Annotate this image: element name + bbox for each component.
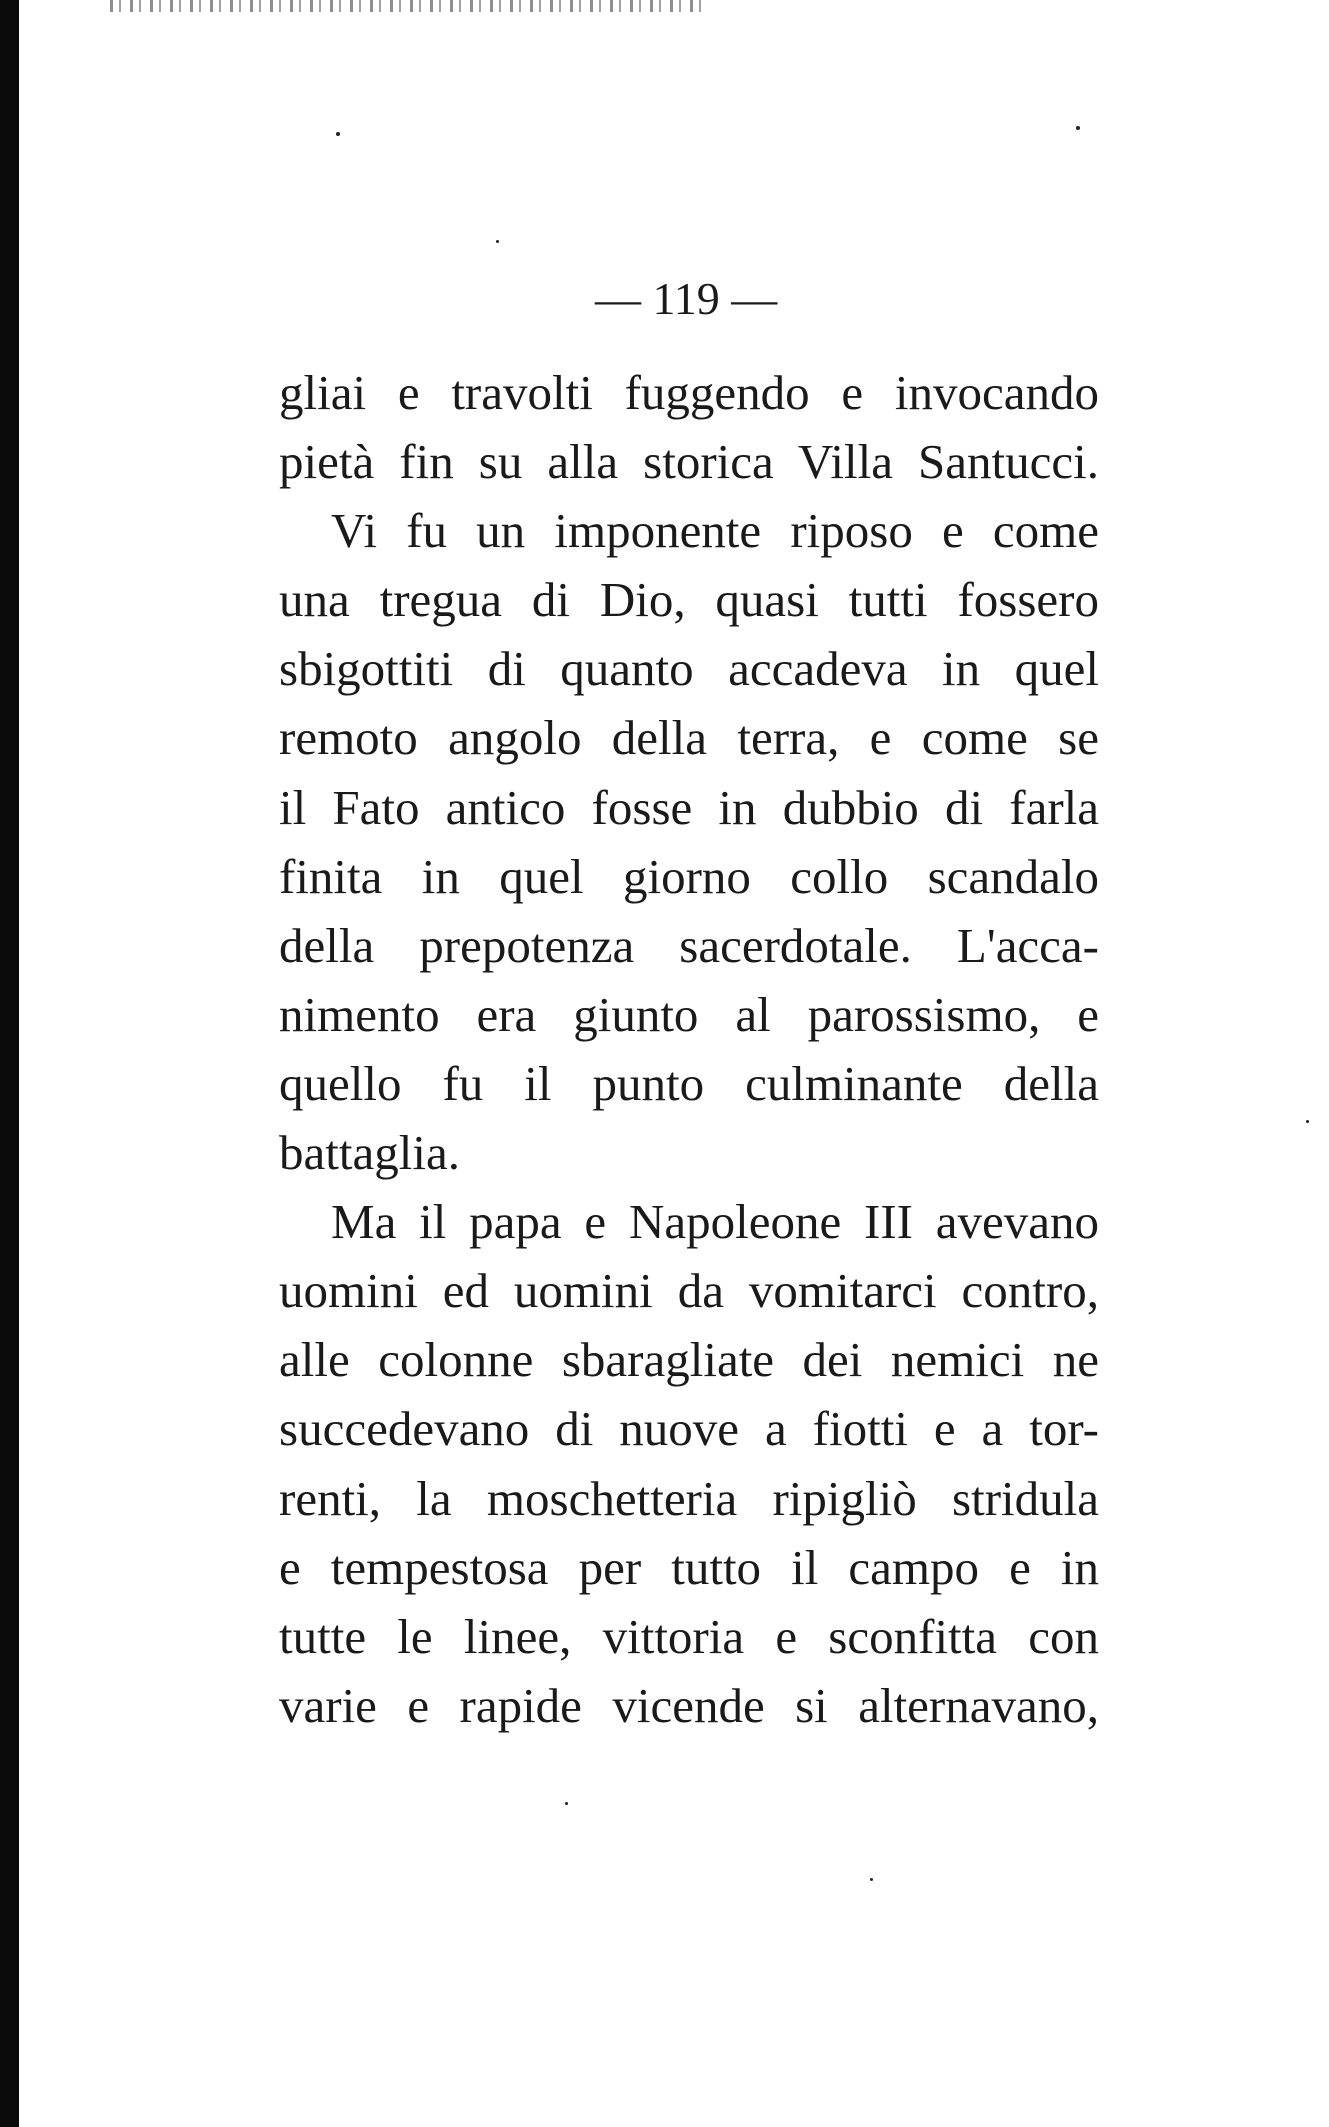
ink-speck	[336, 132, 340, 136]
ink-speck	[565, 1802, 568, 1805]
binding-edge	[0, 0, 19, 2127]
text-line: succedevano di nuove a fiotti e a tor-	[279, 1401, 1099, 1457]
text-line: gliai e travolti fuggendo e invocando	[279, 365, 1099, 420]
text-line: Vi fu un imponente riposo e come	[331, 503, 1099, 559]
text-line: una tregua di Dio, quasi tutti fossero	[279, 572, 1099, 628]
text-line: battaglia.	[279, 1125, 460, 1181]
text-line: sbigottiti di quanto accadeva in quel	[279, 641, 1099, 697]
text-line: Ma il papa e Napoleone III avevano	[331, 1194, 1099, 1250]
text-line: tutte le linee, vittoria e sconfitta con	[279, 1608, 1099, 1664]
text-line: uomini ed uomini da vomitarci contro,	[279, 1263, 1099, 1319]
text-line: remoto angolo della terra, e come se	[279, 710, 1099, 766]
text-line: alle colonne sbaragliate dei nemici ne	[279, 1332, 1099, 1388]
body-text	[279, 358, 1099, 1740]
text-line: pietà fin su alla storica Villa Santucci.	[279, 434, 1099, 490]
text-line: il Fato antico fosse in dubbio di farla	[279, 779, 1099, 835]
ink-speck	[1076, 126, 1080, 130]
text-line: quello fu il punto culminante della	[279, 1055, 1099, 1111]
text-line: finita in quel giorno collo scandalo	[279, 848, 1099, 904]
text-line: renti, la moschetteria ripigliò stridula	[279, 1470, 1099, 1526]
ink-speck	[496, 240, 499, 243]
page-number: — 119 —	[595, 273, 778, 324]
text-line: nimento era giunto al parossismo, e	[279, 986, 1099, 1042]
ink-speck	[1306, 1120, 1309, 1123]
scan-noise	[110, 0, 710, 12]
text-line: della prepotenza sacerdotale. L'acca-	[279, 917, 1099, 973]
text-line: e tempestosa per tutto il campo e in	[279, 1539, 1099, 1595]
text-line: varie e rapide vicende si alternavano,	[279, 1677, 1099, 1733]
ink-speck	[870, 1878, 873, 1881]
